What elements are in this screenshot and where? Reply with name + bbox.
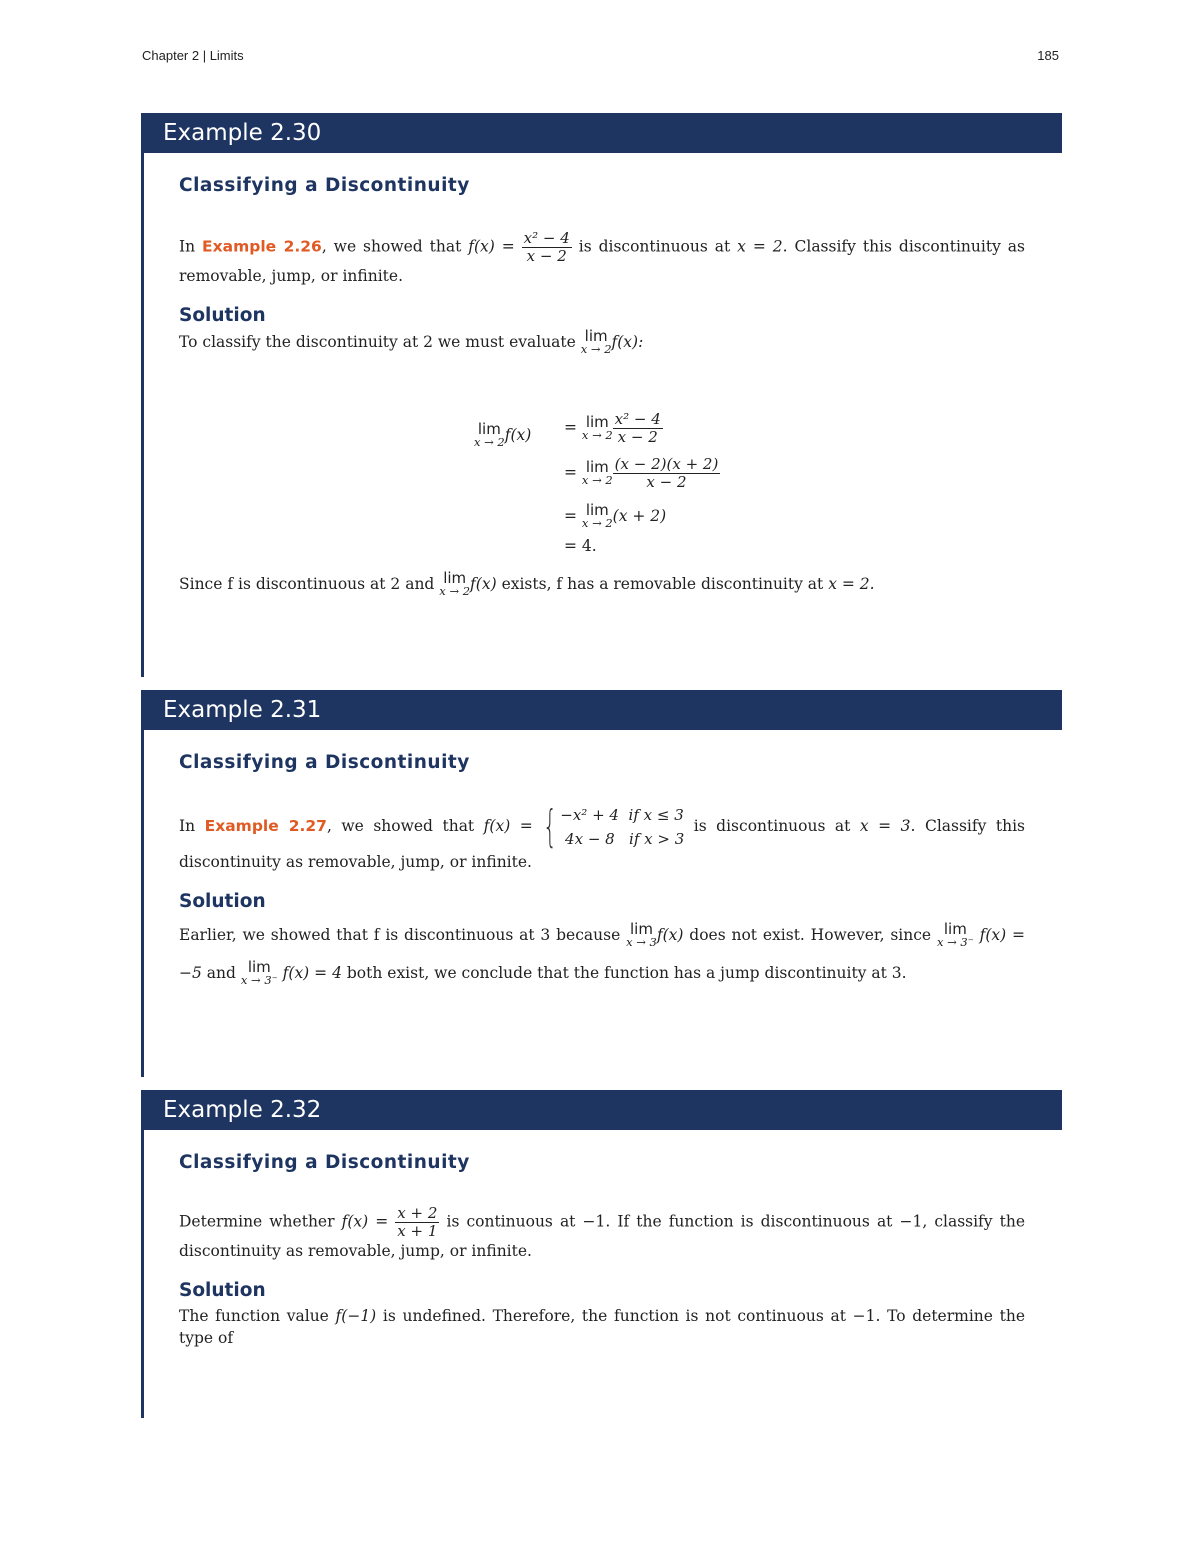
solution-intro: To classify the discontinuity at 2 we must evaluate lim x → 2 f(x): — [179, 327, 644, 356]
running-head-chapter: Chapter 2 | Limits — [142, 48, 244, 63]
fraction: $\frac{\text{x² − 4}}{x - 2}$ — [523, 229, 570, 265]
solution-heading: Solution — [179, 305, 266, 326]
page-number: 185 — [1037, 48, 1059, 63]
problem-text: Determine whether f(x) = $\frac{x + 2}{x + 1}$ is continuous at −1. If the function is discontinuous at −1, classify the discontinuity as removable, jump, or infinite. — [179, 1204, 1026, 1260]
example-2-30 — [141, 113, 1062, 677]
example-subtitle: Classifying a Discontinuity — [179, 175, 470, 196]
solution-heading: Solution — [179, 1280, 266, 1301]
fraction: $\frac{x + 2}{x + 1}$ — [397, 1204, 438, 1240]
limit-derivation: lim x → 2 f(x) = lim x → 2 $\frac{\text{x² − 4}}{x - 2}$ = lim x → 2 $\frac{(x - 2)(x + 2)}{x - 2}$ = lim x → 2 (x + 2) = 4. — [474, 410, 719, 555]
example-link[interactable]: Example 2.27 — [204, 817, 327, 835]
example-2-31 — [141, 690, 1062, 1077]
problem-text: In Example 2.27, we showed that f(x) = { −x² + 4 if x ≤ 3 4x − 8 if x > 3 is discontinuous at x = 3. Classify this discontinuity as removable, jump, or infinite. — [179, 801, 1026, 871]
problem-text: In Example 2.26, we showed that f(x) = $\frac{\text{x² − 4}}{x - 2}$ is discontinuous at x = 2. Classify this discontinuity as removable, jump, or infinite. — [179, 229, 1025, 285]
solution-heading: Solution — [179, 891, 266, 912]
conclusion: Since f is discontinuous at 2 and lim x → 2 f(x) exists, f has a removable discontinuity at x = 2. — [179, 569, 875, 598]
example-subtitle: Classifying a Discontinuity — [179, 752, 470, 773]
solution-text: The function value f(−1) is undefined. Therefore, the function is not continuous at −1. To determine the type of — [179, 1307, 1026, 1347]
example-subtitle: Classifying a Discontinuity — [179, 1152, 470, 1173]
example-title: Example 2.32 — [141, 1090, 1062, 1130]
example-2-32 — [141, 1090, 1062, 1418]
example-link[interactable]: Example 2.26 — [202, 237, 322, 256]
piecewise-cases: −x² + 4 if x ≤ 3 4x − 8 if x > 3 — [560, 806, 685, 848]
solution-text: Earlier, we showed that f is discontinuous at 3 because lim x → 3 f(x) does not exist. However, since lim x → 3⁻ f(x) = −5 and lim x → 3⁻ f(x) = 4 both exist, we conclude that the function has a jump discontinuity at 3. — [179, 920, 1026, 987]
limit-operator: lim x → 2 — [580, 327, 612, 356]
example-title: Example 2.31 — [141, 690, 1062, 730]
example-title: Example 2.30 — [141, 113, 1062, 153]
